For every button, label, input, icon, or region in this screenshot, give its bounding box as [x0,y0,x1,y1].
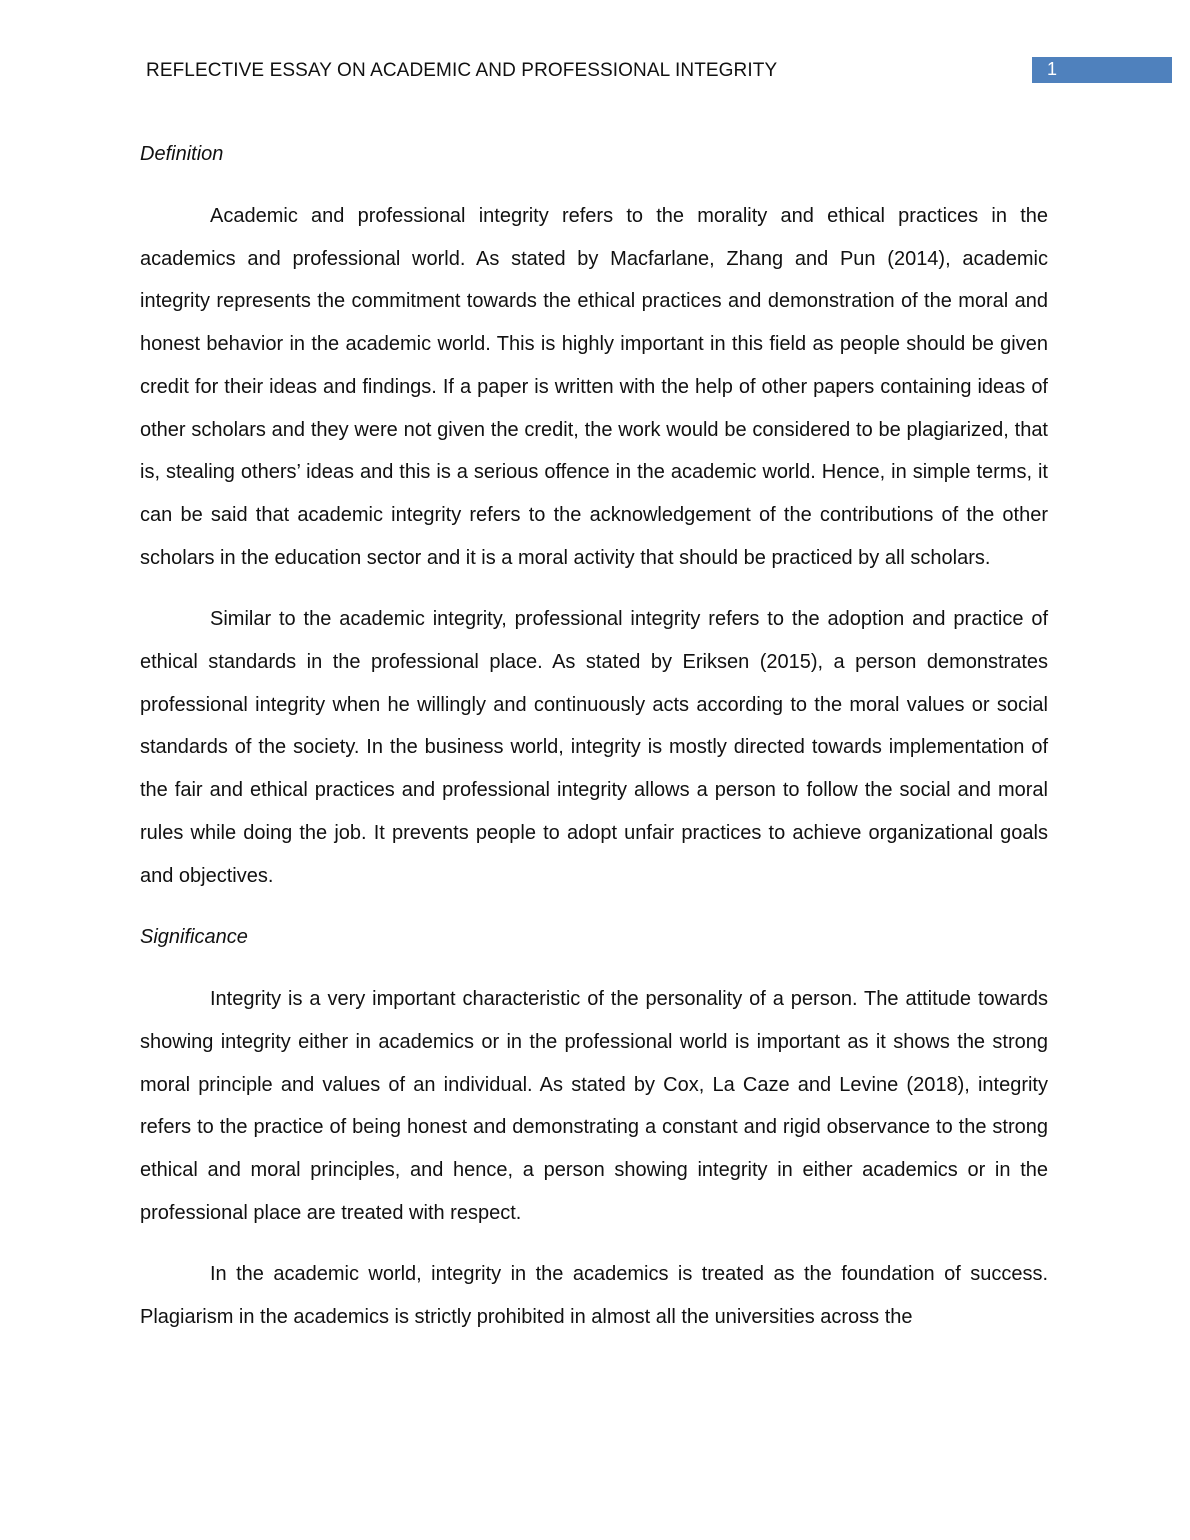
paragraph: Academic and professional integrity refers to the morality and ethical practices in the academics and professional world. As stated by Macfarlane, Zhang and Pun (2014), academic integrity represents the commitment towards the ethical practices and demonstration of the moral and honest behavior in the academic world. This is highly important in this field as people should be given credit for their ideas and findings. If a paper is written with the help of other papers containing ideas of other scholars and they were not given the credit, the work would be considered to be plagiarized, that is, stealing others’ ideas and this is a serious offence in the academic world. Hence, in simple terms, it can be said that academic integrity refers to the acknowledgement of the contributions of the other scholars in the education sector and it is a moral activity that should be practiced by all scholars. [140,205,1048,569]
section-heading-significance: Significance [140,926,248,949]
document-body [140,133,1048,1358]
section-heading-definition: Definition [140,143,224,165]
page-number: 1 [1047,59,1058,79]
running-header-title: REFLECTIVE ESSAY ON ACADEMIC AND PROFESSIONAL INTEGRITY [146,60,778,81]
page-number-box [1032,57,1172,83]
paragraph: Integrity is a very important characteristic of the personality of a person. The attitude towards showing integrity either in academics or in the professional world is important as it shows the strong moral principle and values of an individual. As stated by Cox, La Caze and Levine (2018), integrity refers to the practice of being honest and demonstrating a constant and rigid observance to the strong ethical and moral principles, and hence, a person showing integrity in either academics or in the professional place are treated with respect. [140,988,1048,1224]
paragraph: Similar to the academic integrity, professional integrity refers to the adoption and practice of ethical standards in the professional place. As stated by Eriksen (2015), a person demonstrates professional integrity when he willingly and continuously acts according to the moral values or social standards of the society. In the business world, integrity is mostly directed towards implementation of the fair and ethical practices and professional integrity allows a person to follow the social and moral rules while doing the job. It prevents people to adopt unfair practices to achieve organizational goals and objectives. [140,608,1048,887]
paragraph: In the academic world, integrity in the academics is treated as the foundation of success. Plagiarism in the academics is strictly prohibited in almost all the universities across the [140,1263,1048,1329]
